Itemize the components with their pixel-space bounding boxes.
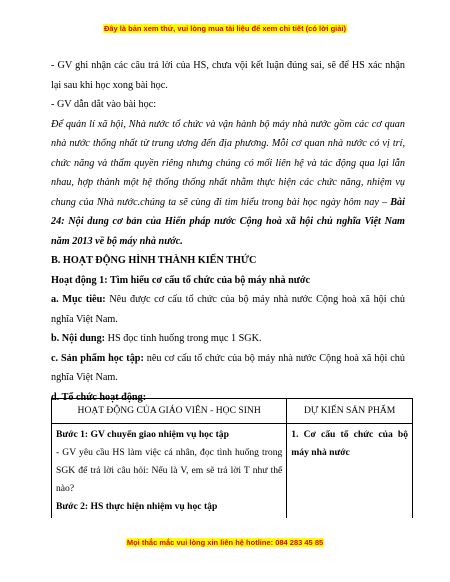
content-paragraph — [51, 329, 405, 349]
step2-title: Bước 2: HS thực hiện nhiệm vụ học tập — [56, 501, 218, 512]
activity-steps-cell — [52, 424, 287, 519]
lesson-title: Bài 24: Nội dung cơ bản của Hiến pháp nước Cộng hoà xã hội chủ nghĩa Việt Nam năm 2013 về bộ máy nhà nước. — [51, 196, 405, 247]
product-text: nêu cơ cấu tổ chức của bộ máy nhà nước Cộng hoà xã hội chủ nghĩa Việt Nam. — [51, 352, 405, 383]
header-expected-product: DỰ KIẾN SẢN PHẨM — [287, 399, 413, 424]
hotline-text: Mọi thắc mắc vui lòng xin liên hệ hotline: 084 283 45 85 — [126, 538, 324, 547]
document-body — [51, 56, 405, 407]
goal-paragraph — [51, 290, 405, 329]
paragraph-lead-in: - GV dẫn dắt vào bài học: — [51, 99, 157, 110]
preview-notice-text: Đây là bản xem thử, vui lòng mua tài liệu để xem chi tiết (có lời giải) — [103, 24, 347, 33]
activity-table — [51, 398, 413, 518]
activity-heading: Hoạt động 1: Tìm hiểu cơ cấu tổ chức của bộ máy nhà nước — [51, 274, 311, 286]
product-label: c. Sản phẩm học tập: — [51, 352, 144, 364]
paragraph-teacher-note: - GV ghi nhận các câu trả lời của HS, chưa vội kết luận đúng sai, sẽ để HS xác nhận lại sau khi học xong bài học. — [51, 60, 405, 91]
hotline-banner — [0, 538, 450, 547]
intro-text: Để quản lí xã hội, Nhà nước tổ chức và vận hành bộ máy nhà nước gồm các cơ quan nhà nước thống nhất từ trung ương đến địa phương. Mỗi cơ quan nhà nước có vị trí, chức năng và thẩm quyền riêng nhưng chúng có mối liên hệ và tác động qua lại lẫn nhau, hợp thành một hệ thống thống nhất nhằm thực hiện các chức năng, nhiệm vụ chung của Nhà nước.chúng ta sẽ cùng đi tìm hiểu trong bài học ngày hôm nay – — [51, 118, 405, 208]
organization-heading: d. Tổ chức hoạt động: — [51, 391, 147, 403]
step1-title: Bước 1: GV chuyển giao nhiệm vụ học tập — [56, 429, 229, 440]
goal-label: a. Mục tiêu: — [51, 294, 106, 305]
product-paragraph — [51, 349, 405, 388]
preview-notice-banner — [0, 24, 450, 33]
expected-product-cell — [287, 424, 413, 519]
section-heading: B. HOẠT ĐỘNG HÌNH THÀNH KIẾN THỨC — [51, 255, 257, 266]
table-header-row — [52, 399, 413, 424]
goal-text: Nêu được cơ cấu tổ chức của bộ máy nhà nước Cộng hoà xã hội chủ nghĩa Việt Nam. — [51, 294, 405, 325]
table-row — [52, 424, 413, 519]
content-text: HS đọc tình huống trong mục 1 SGK. — [105, 333, 262, 344]
step1-text: - GV yêu cầu HS làm việc cá nhân, đọc tình huống trong SGK để trả lời câu hỏi: Nếu là V, em sẽ trả lời T như thế nào? — [56, 447, 283, 494]
content-label: b. Nội dung: — [51, 333, 106, 344]
paragraph-introduction — [51, 115, 405, 252]
header-teacher-student-activity: HOẠT ĐỘNG CỦA GIÁO VIÊN - HỌC SINH — [52, 399, 287, 424]
product-heading: 1. Cơ cấu tổ chức của bộ máy nhà nước — [291, 429, 408, 458]
